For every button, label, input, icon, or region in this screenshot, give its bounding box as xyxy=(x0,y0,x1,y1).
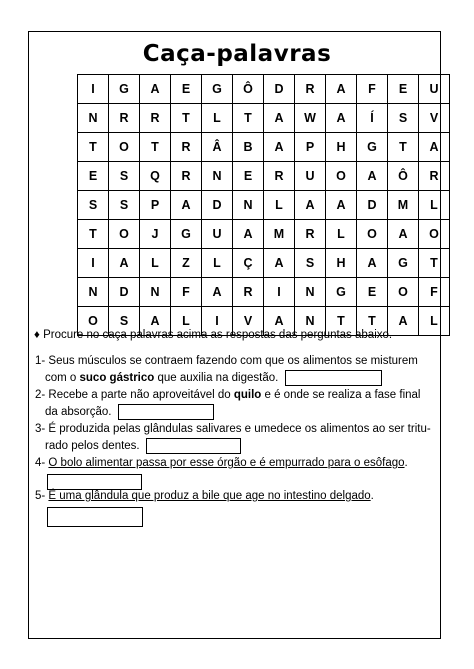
grid-cell: L xyxy=(171,307,202,336)
answer-box-1[interactable] xyxy=(285,370,382,386)
grid-cell: S xyxy=(109,162,140,191)
grid-cell: S xyxy=(109,191,140,220)
grid-cell: L xyxy=(202,104,233,133)
grid-cell: E xyxy=(78,162,109,191)
grid-cell: R xyxy=(171,162,202,191)
grid-cell: M xyxy=(388,191,419,220)
grid-cell: A xyxy=(264,133,295,162)
grid-cell: G xyxy=(202,75,233,104)
grid-cell: S xyxy=(295,249,326,278)
grid-cell: A xyxy=(295,191,326,220)
grid-cell: W xyxy=(295,104,326,133)
grid-cell: F xyxy=(171,278,202,307)
grid-cell: R xyxy=(264,162,295,191)
question-2-line1-pre: 2- Recebe a parte não aproveitável do xyxy=(35,389,234,401)
grid-cell: I xyxy=(202,307,233,336)
grid-cell: M xyxy=(264,220,295,249)
grid-cell: U xyxy=(295,162,326,191)
grid-cell: T xyxy=(78,220,109,249)
grid-cell: A xyxy=(326,104,357,133)
grid-cell: I xyxy=(78,75,109,104)
grid-cell: O xyxy=(78,307,109,336)
question-2 xyxy=(35,387,420,421)
grid-cell: N xyxy=(233,191,264,220)
grid-cell: T xyxy=(419,249,450,278)
grid-cell: L xyxy=(202,249,233,278)
grid-cell: A xyxy=(357,249,388,278)
grid-cell: A xyxy=(326,191,357,220)
grid-cell: A xyxy=(140,75,171,104)
answer-box-3[interactable] xyxy=(146,438,241,454)
grid-cell: A xyxy=(357,162,388,191)
grid-cell: T xyxy=(388,133,419,162)
grid-cell: T xyxy=(171,104,202,133)
grid-row xyxy=(78,75,450,104)
grid-cell: E xyxy=(357,278,388,307)
grid-cell: A xyxy=(109,249,140,278)
grid-cell: E xyxy=(171,75,202,104)
grid-cell: T xyxy=(140,133,171,162)
grid-row xyxy=(78,133,450,162)
grid-cell: H xyxy=(326,133,357,162)
grid-cell: A xyxy=(202,278,233,307)
grid-cell: R xyxy=(140,104,171,133)
grid-cell: L xyxy=(140,249,171,278)
grid-cell: R xyxy=(295,75,326,104)
question-4-post: . xyxy=(404,457,408,469)
grid-row xyxy=(78,104,450,133)
grid-cell: J xyxy=(140,220,171,249)
grid-cell: A xyxy=(171,191,202,220)
grid-row xyxy=(78,162,450,191)
grid-cell: D xyxy=(264,75,295,104)
question-4-prefix: 4- xyxy=(35,457,49,469)
grid-cell: R xyxy=(419,162,450,191)
grid-cell: T xyxy=(78,133,109,162)
answer-box-2[interactable] xyxy=(118,404,214,420)
grid-row xyxy=(78,191,450,220)
grid-cell: N xyxy=(78,104,109,133)
grid-cell: B xyxy=(233,133,264,162)
grid-cell: F xyxy=(357,75,388,104)
question-4-text: O bolo alimentar passa por esse órgão e é empurrado para o esôfago xyxy=(48,457,405,469)
grid-cell: G xyxy=(171,220,202,249)
grid-cell: L xyxy=(419,191,450,220)
grid-cell: O xyxy=(326,162,357,191)
grid-cell: T xyxy=(233,104,264,133)
grid-cell: Â xyxy=(202,133,233,162)
grid-cell: A xyxy=(264,307,295,336)
grid-cell: U xyxy=(419,75,450,104)
grid-cell: O xyxy=(388,278,419,307)
grid-row xyxy=(78,220,450,249)
grid-cell: T xyxy=(357,307,388,336)
grid-cell: G xyxy=(357,133,388,162)
grid-cell: G xyxy=(109,75,140,104)
grid-cell: S xyxy=(109,307,140,336)
grid-cell: Q xyxy=(140,162,171,191)
word-search-grid xyxy=(77,74,450,336)
grid-cell: U xyxy=(202,220,233,249)
grid-row xyxy=(78,278,450,307)
grid-cell: A xyxy=(419,133,450,162)
page-title: Caça-palavras xyxy=(142,41,332,67)
question-5-prefix: 5- xyxy=(35,490,49,502)
question-3-line1: 3- É produzida pelas glândulas salivares e umedece os alimentos ao ser tritu- xyxy=(35,423,431,435)
question-2-line2: da absorção. xyxy=(45,406,112,419)
grid-cell: Ô xyxy=(233,75,264,104)
grid-row xyxy=(78,249,450,278)
grid-cell: R xyxy=(109,104,140,133)
grid-cell: D xyxy=(357,191,388,220)
grid-cell: O xyxy=(419,220,450,249)
grid-cell: V xyxy=(419,104,450,133)
grid-cell: N xyxy=(78,278,109,307)
question-1-line2-pre: com o xyxy=(45,372,80,385)
grid-cell: A xyxy=(388,307,419,336)
grid-cell: A xyxy=(264,104,295,133)
grid-cell: R xyxy=(233,278,264,307)
grid-cell: Ç xyxy=(233,249,264,278)
grid-cell: O xyxy=(109,220,140,249)
grid-cell: P xyxy=(295,133,326,162)
grid-cell: A xyxy=(264,249,295,278)
question-3 xyxy=(35,421,431,455)
grid-cell: A xyxy=(326,75,357,104)
grid-cell: R xyxy=(295,220,326,249)
grid-cell: I xyxy=(264,278,295,307)
question-1-keyword: suco gástrico xyxy=(79,372,155,385)
grid-cell: H xyxy=(326,249,357,278)
grid-cell: S xyxy=(388,104,419,133)
instruction-text: ♦ Procure no caça palavras acima as respostas das perguntas abaixo. xyxy=(34,329,393,341)
grid-cell: O xyxy=(109,133,140,162)
question-4 xyxy=(35,455,408,490)
question-2-keyword: quilo xyxy=(233,389,262,401)
grid-cell: E xyxy=(388,75,419,104)
grid-cell: I xyxy=(78,249,109,278)
grid-cell: P xyxy=(140,191,171,220)
grid-cell: D xyxy=(109,278,140,307)
grid-cell: A xyxy=(388,220,419,249)
grid-cell: D xyxy=(202,191,233,220)
grid-cell: F xyxy=(419,278,450,307)
grid-cell: N xyxy=(295,278,326,307)
grid-cell: L xyxy=(419,307,450,336)
grid-cell: L xyxy=(264,191,295,220)
grid-cell: E xyxy=(233,162,264,191)
grid-cell: G xyxy=(388,249,419,278)
question-1 xyxy=(35,353,418,387)
grid-cell: Í xyxy=(357,104,388,133)
grid-cell: Ô xyxy=(388,162,419,191)
grid-cell: G xyxy=(326,278,357,307)
grid-cell: Z xyxy=(171,249,202,278)
question-5-post: . xyxy=(370,490,374,502)
grid-cell: L xyxy=(326,220,357,249)
grid-cell: V xyxy=(233,307,264,336)
question-1-line1: 1- Seus músculos se contraem fazendo com que os alimentos se misturem xyxy=(35,355,418,367)
question-2-line1-post: e é onde se realiza a fase final xyxy=(261,389,421,401)
question-5 xyxy=(35,488,374,527)
grid-cell: A xyxy=(140,307,171,336)
question-3-line2: rado pelos dentes. xyxy=(45,440,140,453)
question-1-line2-post: que auxilia na digestão. xyxy=(154,372,279,385)
grid-cell: N xyxy=(202,162,233,191)
answer-box-5[interactable] xyxy=(47,507,143,527)
grid-cell: O xyxy=(357,220,388,249)
grid-cell: A xyxy=(233,220,264,249)
grid-cell: S xyxy=(78,191,109,220)
question-5-text: É uma glândula que produz a bile que age no intestino delgado xyxy=(48,490,371,502)
grid-cell: T xyxy=(326,307,357,336)
grid-cell: N xyxy=(140,278,171,307)
grid-cell: R xyxy=(171,133,202,162)
grid-cell: N xyxy=(295,307,326,336)
